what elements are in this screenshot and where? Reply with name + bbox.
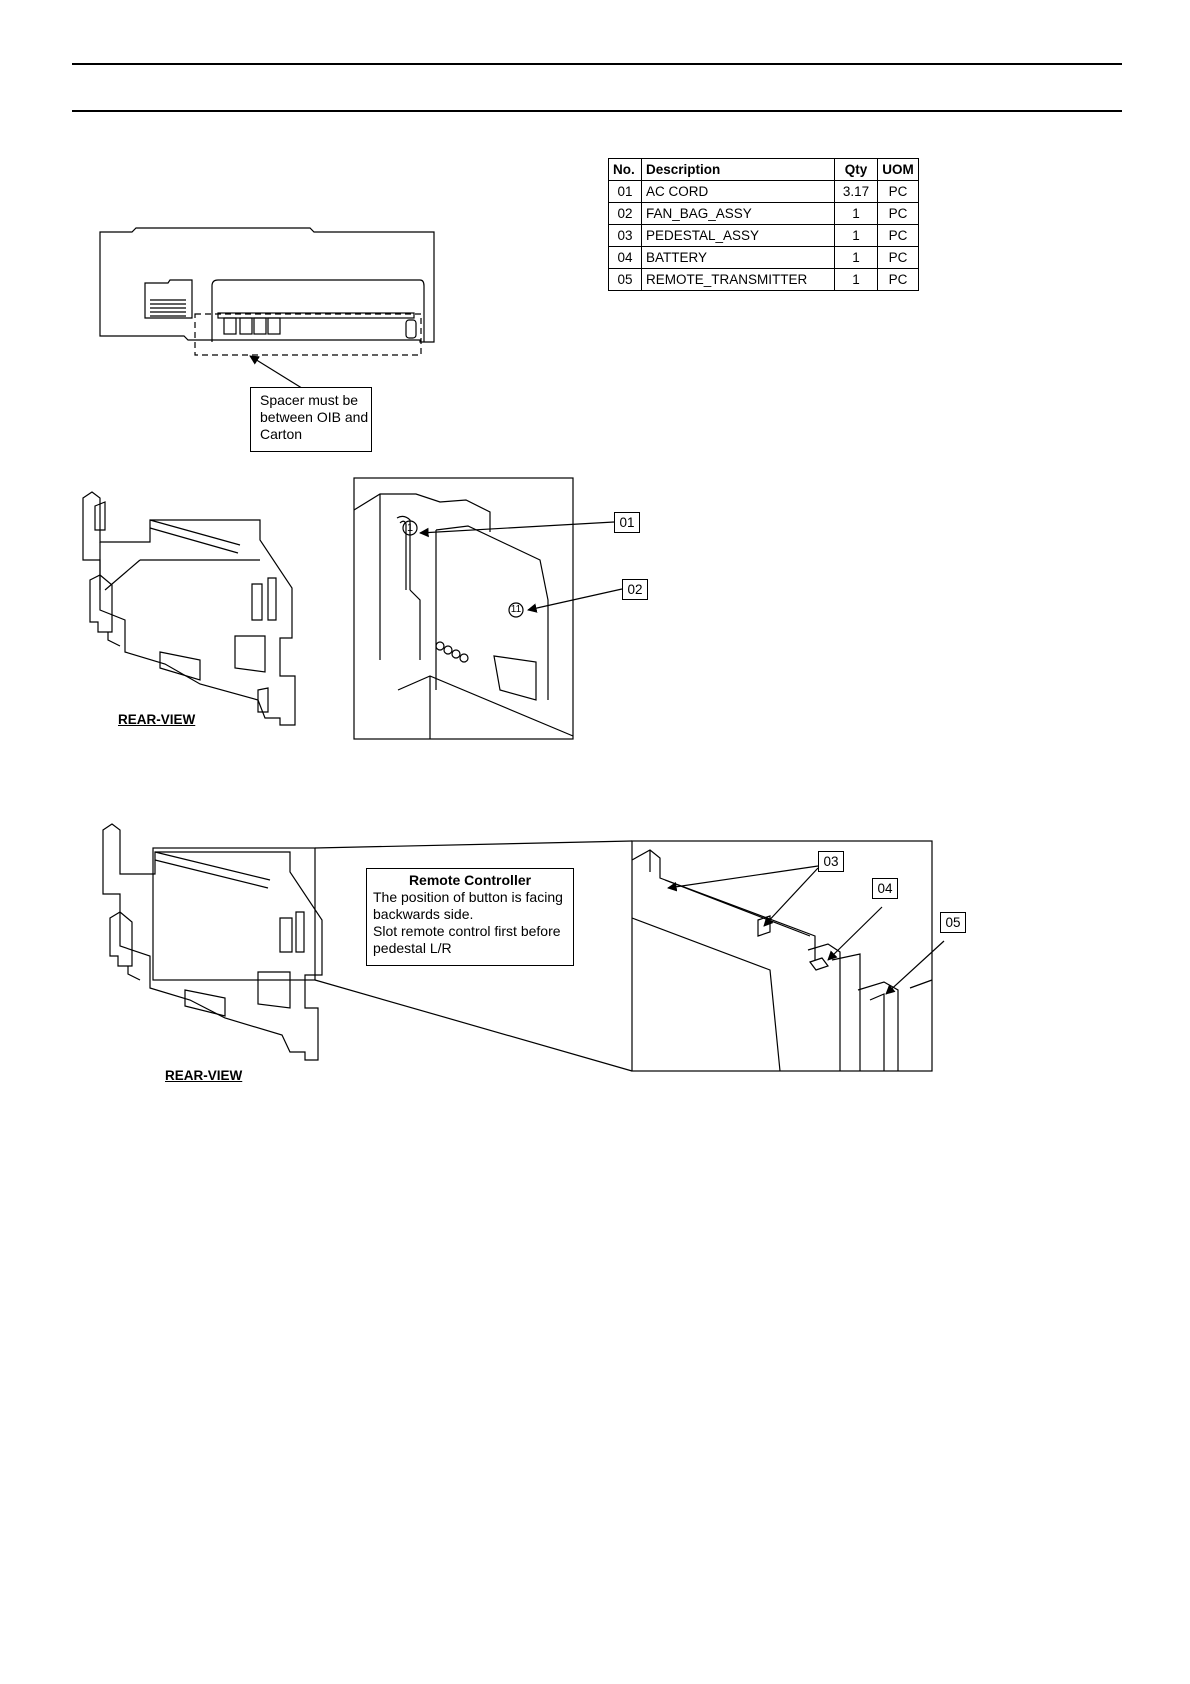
tag-01: 01 bbox=[614, 512, 640, 533]
remote-controller-note bbox=[366, 868, 574, 966]
spacer-note-line: between OIB and bbox=[260, 409, 369, 425]
col-header-uom: UOM bbox=[878, 159, 919, 181]
carton-top-view bbox=[100, 228, 434, 390]
detail-remote-box bbox=[632, 841, 944, 1071]
cell-uom: PC bbox=[878, 247, 919, 269]
cell-no: 05 bbox=[609, 269, 642, 291]
col-header-qty: Qty bbox=[835, 159, 878, 181]
tag-03: 03 bbox=[818, 851, 844, 872]
cell-uom: PC bbox=[878, 269, 919, 291]
remote-note-line: The position of button is facing bbox=[373, 889, 563, 905]
cell-no: 04 bbox=[609, 247, 642, 269]
cell-uom: PC bbox=[878, 225, 919, 247]
cell-description: REMOTE_TRANSMITTER bbox=[642, 269, 835, 291]
cell-description: PEDESTAL_ASSY bbox=[642, 225, 835, 247]
spacer-note-line: Spacer must be bbox=[260, 392, 359, 408]
remote-note-line: backwards side. bbox=[373, 906, 474, 922]
cell-qty: 1 bbox=[835, 225, 878, 247]
tag-04: 04 bbox=[872, 878, 898, 899]
col-header-no: No. bbox=[609, 159, 642, 181]
cell-description: FAN_BAG_ASSY bbox=[642, 203, 835, 225]
remote-note-line: Slot remote control first before bbox=[373, 923, 561, 939]
cell-uom: PC bbox=[878, 181, 919, 203]
cell-description: AC CORD bbox=[642, 181, 835, 203]
col-header-description: Description bbox=[642, 159, 835, 181]
cell-qty: 3.17 bbox=[835, 181, 878, 203]
spacer-note bbox=[250, 387, 372, 452]
rear-view-caption-1: REAR-VIEW bbox=[118, 712, 196, 727]
tag-02: 02 bbox=[622, 579, 648, 600]
cell-no: 02 bbox=[609, 203, 642, 225]
spacer-note-line: Carton bbox=[260, 426, 303, 442]
cell-description: BATTERY bbox=[642, 247, 835, 269]
tag-05: 05 bbox=[940, 912, 966, 933]
marker-11: 11 bbox=[510, 604, 522, 615]
marker-1: 1 bbox=[406, 522, 414, 534]
remote-note-line: pedestal L/R bbox=[373, 940, 452, 956]
remote-note-title: Remote Controller bbox=[408, 872, 532, 888]
cell-qty: 1 bbox=[835, 269, 878, 291]
rear-view-1-drawing bbox=[83, 492, 295, 725]
cell-uom: PC bbox=[878, 203, 919, 225]
detail-cord-box bbox=[354, 478, 622, 739]
cell-qty: 1 bbox=[835, 203, 878, 225]
rear-view-caption-2: REAR-VIEW bbox=[165, 1068, 243, 1083]
cell-no: 03 bbox=[609, 225, 642, 247]
cell-no: 01 bbox=[609, 181, 642, 203]
cell-qty: 1 bbox=[835, 247, 878, 269]
